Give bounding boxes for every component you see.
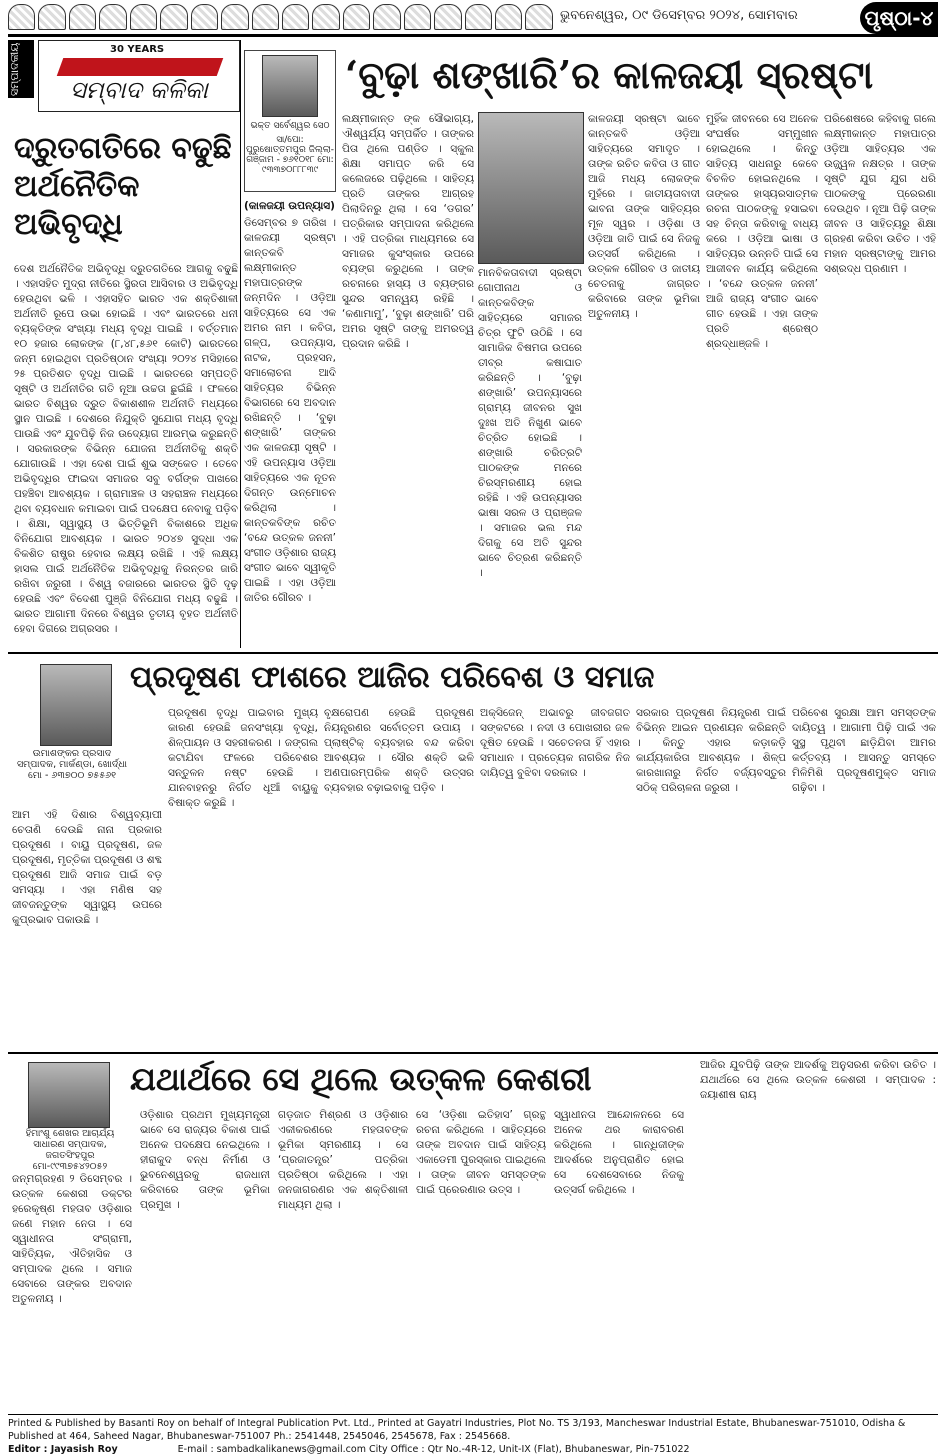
column-divider bbox=[240, 40, 241, 648]
article-title: ‘ବୁଢ଼ା ଶଙ୍ଖାରି’ର କାଳଜୟୀ ସ୍ରଷ୍ଟା bbox=[345, 52, 874, 97]
contact-line: E-mail : sambadkalikanews@gmail.com City Office : Qtr No.-4R-12, Unit-IX (Flat), Bhubaneswar, Pin-751022 bbox=[177, 1444, 690, 1455]
author-box bbox=[244, 50, 336, 192]
editor-line: Editor : Jayasish Roy bbox=[8, 1444, 118, 1455]
article-title: ଯଥାର୍ଥରେ ସେ ଥିଲେ ଉତ୍କଳ କେଶରୀ bbox=[130, 1060, 592, 1098]
article-column: ପରିଶେଷରେ କହିବାକୁ ଗଲେ ଲକ୍ଷ୍ମୀକାନ୍ତ ମହାପାତ୍ର ଓଡ଼ିଆ ସାହିତ୍ୟର ଏକ ଉଜ୍ଜ୍ୱଳ ନକ୍ଷତ୍ର । ତାଙ୍କ ସୃଷ୍ଟି ଯୁଗ ଯୁଗ ଧରି ପାଠକଙ୍କୁ ପ୍ରେରଣା ଦେଉଥିବ । ନୂଆ ପିଢ଼ି ତାଙ୍କ ଜୀବନ ଓ ସାହିତ୍ୟରୁ ଶିକ୍ଷା ଗ୍ରହଣ କରିବା ଉଚିତ । ଏହି ମହାନ ସ୍ରଷ୍ଟାଙ୍କୁ ଆମର ସଶ୍ରଦ୍ଧ ପ୍ରଣାମ । bbox=[824, 113, 936, 275]
author-box bbox=[8, 1128, 132, 1172]
article-column: ଅକ୍ସିଜେନ୍ ଅଭାବରୁ ଜୀବଜଗତ ସଙ୍କଟରେ । ନଦୀ ଓ ପୋଖରୀର ଜଳ ଦୂଷିତ ହେଉଛି । ସଚେତନତା ହିଁ ଏହାର ସମାଧାନ । ପ୍ରତ୍ୟେକ ନାଗରିକ ନିଜ ଦାୟିତ୍ୱ ବୁଝିବା ଦରକାର । bbox=[480, 707, 630, 779]
logo-years: 30 YEARS bbox=[110, 44, 165, 55]
author-name: ଭକ୍ତ ସର୍ବେଶ୍ୱର ସେଠ bbox=[250, 121, 330, 131]
section-rule bbox=[8, 1052, 938, 1054]
author-role: ସାଧାରଣ ସମ୍ପାଦକ, ଜଗତସିଂହପୁର bbox=[33, 1139, 107, 1161]
article-column: ମାନବିକତାବାଦୀ ସ୍ରଷ୍ଟା ଗୋପୀନାଥ ଓ କାନ୍ତକବିଙ୍କ ସାହିତ୍ୟରେ ସମାଜର ଚିତ୍ର ଫୁଟି ଉଠିଛି । ସେ ସାମାଜିକ ବିଷମତା ଉପରେ ତୀବ୍ର କଷାଘାତ କରିଛନ୍ତି । ‘ବୁଢ଼ା ଶଙ୍ଖାରି’ ଉପନ୍ୟାସରେ ଗ୍ରାମ୍ୟ ଜୀବନର ସୁଖ ଦୁଃଖ ଅତି ନିଖୁଣ ଭାବେ ଚିତ୍ରିତ ହୋଇଛି । ଶଙ୍ଖାରି ଚରିତ୍ରଟି ପାଠକଙ୍କ ମନରେ ଚିରସ୍ମରଣୀୟ ହୋଇ ରହିଛି । ଏହି ଉପନ୍ୟାସର ଭାଷା ସରଳ ଓ ପ୍ରାଞ୍ଜଳ । ସମାଜର ଭଲ ମନ୍ଦ ଦିଗକୁ ସେ ଅତି ସୁନ୍ଦର ଭାବେ ଚିତ୍ରଣ କରିଛନ୍ତି । bbox=[478, 267, 582, 579]
author-address: ସା/ପୋ: ପୁରୁଷୋତ୍ତମପୁର ଜିଲ୍ଲା-ଗଞ୍ଜାମ - ୭୬୧୦୧୮ ମୋ: ୯୩୩୭୦୮୮୮୩୯ bbox=[245, 135, 335, 175]
author-photo bbox=[28, 1062, 110, 1128]
decorative-border bbox=[8, 4, 553, 30]
article-column: ଡିସେମ୍ବର ୭ ତାରିଖ । କାଳଜୟୀ ସ୍ରଷ୍ଟା କାନ୍ତକବି ଲକ୍ଷ୍ମୀକାନ୍ତ ମହାପାତ୍ରଙ୍କ ଜନ୍ମଦିନ । ଓଡ଼ିଆ ସାହିତ୍ୟରେ ସେ ଏକ ଅମର ନାମ । କବିତା, ଗଳ୍ପ, ଉପନ୍ୟାସ, ନାଟକ, ପ୍ରହସନ, ସମାଲୋଚନା ଆଦି ସାହିତ୍ୟର ବିଭିନ୍ନ ବିଭାଗରେ ସେ ଅବଦାନ ରଖିଛନ୍ତି । ‘ବୁଢ଼ା ଶଙ୍ଖାରି’ ତାଙ୍କର ଏକ କାଳଜୟୀ ସୃଷ୍ଟି । ଏହି ଉପନ୍ୟାସ ଓଡ଼ିଆ ସାହିତ୍ୟରେ ଏକ ନୂତନ ଦିଗନ୍ତ ଉନ୍ମୋଚନ କରିଥିଲା । କାନ୍ତକବିଙ୍କ ରଚିତ ‘ବନ୍ଦେ ଉତ୍କଳ ଜନନୀ’ ସଂଗୀତ ଓଡ଼ିଶାର ରାଜ୍ୟ ସଂଗୀତ ଭାବେ ସ୍ୱୀକୃତି ପାଇଛି । ଏହା ଓଡ଼ିଆ ଜାତିର ଗୌରବ । bbox=[244, 217, 336, 604]
dateline: ଭୁବନେଶ୍ୱର, ୦୯ ଡିସେମ୍ବର ୨୦୨୪, ସୋମବାର bbox=[560, 8, 798, 23]
author-photo bbox=[40, 664, 112, 746]
article-column: ଆଜିର ଯୁବପିଢ଼ି ତାଙ୍କ ଆଦର୍ଶକୁ ଅନୁସରଣ କରିବା ଉଚିତ । ଯଥାର୍ଥରେ ସେ ଥିଲେ ଉତ୍କଳ କେଶରୀ । ସମ୍ପାଦକ : ଜୟାଶୀଷ ରାୟ bbox=[700, 1059, 936, 1101]
author-name: ଉମାଶଙ୍କର ପ୍ରସାଦ bbox=[32, 748, 112, 759]
logo-text: ସମ୍ବାଦ କଳିକା bbox=[70, 76, 208, 104]
editorial-body: ଦେଶ ଅର୍ଥନୈତିକ ଅଭିବୃଦ୍ଧି ଦ୍ରୁତଗତିରେ ଆଗକୁ ବଢୁଛି । ଏହାସହିତ ମୁଦ୍ରା ନୀତିରେ ସ୍ଥିରତା ଆସିବାର ଓ ଅଭିବୃଦ୍ଧି ହେଉଥିବା ଭଳି । ଏହାସହିତ ଭାରତ ଏକ ଶକ୍ତିଶାଳୀ ଅର୍ଥନୀତି ରୂପେ ଉଭା ହୋଇଛି । ଏବଂ ଭାରତରେ ଧନୀ ବ୍ୟକ୍ତିଙ୍କ ସଂଖ୍ୟା ମଧ୍ୟ ବୃଦ୍ଧି ପାଇଛି । ବର୍ତ୍ତମାନ ୧୦ ହଜାର ଲୋକଙ୍କ (୮,୪୮,୫୬୧ କୋଟି) ଭାରତରେ ଜନ୍ମ ହୋଇଥିବା ପ୍ରତିଷ୍ଠାନ ସଂଖ୍ୟା ୨୦୨୪ ମସିହାରେ ୨୫ ପ୍ରତିଶତ ବୃଦ୍ଧି ପାଇଛି । ଭାରତରେ ସମ୍ପତ୍ତି ସୃଷ୍ଟି ଓ ଅର୍ଥନୀତିର ଗତି ନୂଆ ଉଚ୍ଚତା ଛୁଇଁଛି । ଫଳରେ ଭାରତ ବିଶ୍ୱର ଦ୍ରୁତ ବିକାଶଶୀଳ ଅର୍ଥନୀତି ମଧ୍ୟରେ ସ୍ଥାନ ପାଇଛି । ଦେଶରେ ନିଯୁକ୍ତି ସୁଯୋଗ ମଧ୍ୟ ବୃଦ୍ଧି ପାଉଛି ଏବଂ ଯୁବପିଢ଼ି ନିଜ ଉଦ୍ୟୋଗ ଆରମ୍ଭ କରୁଛନ୍ତି । ସରକାରଙ୍କ ବିଭିନ୍ନ ଯୋଜନା ଅର୍ଥନୀତିକୁ ଶକ୍ତି ଯୋଗାଉଛି । ଏହା ଦେଶ ପାଇଁ ଶୁଭ ସଙ୍କେତ । ତେବେ ଅଭିବୃଦ୍ଧିର ଫାଇଦା ସମାଜର ସବୁ ବର୍ଗଙ୍କ ପାଖରେ ପହଞ୍ଚିବା ଆବଶ୍ୟକ । ଗ୍ରାମାଞ୍ଚଳ ଓ ସହରାଞ୍ଚଳ ମଧ୍ୟରେ ଥିବା ବ୍ୟବଧାନ କମାଇବା ପାଇଁ ପଦକ୍ଷେପ ନେବାକୁ ପଡ଼ିବ । ଶିକ୍ଷା, ସ୍ୱାସ୍ଥ୍ୟ ଓ ଭିତ୍ତିଭୂମି ବିକାଶରେ ଅଧିକ ବିନିଯୋଗ ଆବଶ୍ୟକ । ଭାରତ ୨୦୪୭ ସୁଦ୍ଧା ଏକ ବିକଶିତ ରାଷ୍ଟ୍ର ହେବାର ଲକ୍ଷ୍ୟ ରଖିଛି । ଏହି ଲକ୍ଷ୍ୟ ହାସଲ ପାଇଁ ଅର୍ଥନୈତିକ ଅଭିବୃଦ୍ଧିକୁ ନିରନ୍ତର ଜାରି ରଖିବା ଜରୁରୀ । ବିଶ୍ୱ ବଜାରରେ ଭାରତର ସ୍ଥିତି ଦୃଢ଼ ହେଉଛି ଏବଂ ବିଦେଶୀ ପୁଞ୍ଜି ବିନିଯୋଗ ମଧ୍ୟ ବଢୁଛି । ଭାରତ ଆଗାମୀ ଦିନରେ ବିଶ୍ୱର ତୃତୀୟ ବୃହତ ଅର୍ଥନୀତି ହେବା ଦିଗରେ ଅଗ୍ରସର । bbox=[14, 263, 238, 635]
author-name: ହିମାଂଶୁ ଶେଖର ଆଚାର୍ଯ୍ୟ bbox=[25, 1128, 115, 1139]
article-column: ପ୍ରଦୂଷଣ ବୃଦ୍ଧି ପାଇବାର ମୁଖ୍ୟ କାରଣ ହେଉଛି ଜନସଂଖ୍ୟା ବୃଦ୍ଧି, ଶିଳ୍ପାୟନ ଓ ସହରୀକରଣ । ଜଙ୍ଗଲ କଟାଯିବା ଫଳରେ ପରିବେଶର ସନ୍ତୁଳନ ନଷ୍ଟ ହେଉଛି । ଯାନବାହନରୁ ନିର୍ଗତ ଧୂଆଁ ବାୟୁକୁ ବିଷାକ୍ତ କରୁଛି । bbox=[168, 707, 318, 809]
author-role: ସମ୍ପାଦକ, ମାର୍କଣ୍ଡା, ଖୋର୍ଦ୍ଧା bbox=[16, 759, 128, 770]
article-column: ଓଡ଼ିଶାର ପ୍ରଥମ ମୁଖ୍ୟମନ୍ତ୍ରୀ ଭାବେ ସେ ରାଜ୍ୟର ବିକାଶ ପାଇଁ ଅନେକ ପଦକ୍ଷେପ ନେଇଥିଲେ । ହୀରାକୁଦ ବନ୍ଧ ନିର୍ମାଣ ଓ ଭୁବନେଶ୍ୱରକୁ ରାଜଧାନୀ କରିବାରେ ତାଙ୍କ ଭୂମିକା ପ୍ରମୁଖ । bbox=[140, 1109, 270, 1211]
writer-portrait bbox=[478, 112, 584, 264]
article-column: ପରିବେଶ ସୁରକ୍ଷା ଆମ ସମସ୍ତଙ୍କ ଦାୟିତ୍ୱ । ଆଗାମୀ ପିଢ଼ି ପାଇଁ ଏକ ସୁସ୍ଥ ପୃଥିବୀ ଛାଡ଼ିଯିବା ଆମର କର୍ତ୍ତବ୍ୟ । ଆସନ୍ତୁ ସମସ୍ତେ ମିଳିମିଶି ପ୍ରଦୂଷଣମୁକ୍ତ ସମାଜ ଗଢ଼ିବା । bbox=[792, 707, 936, 794]
author-phone: ମୋ - ୬୩୭୦୦ ୭୫୫୬୧ bbox=[27, 770, 117, 781]
article-column: ମୁହିଁକ ଜୀବନରେ ସେ ଅନେକ ସଂଘର୍ଷର ସମ୍ମୁଖୀନ ହୋଇଥିଲେ । କିନ୍ତୁ ସାହିତ୍ୟ ସାଧନାରୁ କେବେ ବିଚଳିତ ହୋଇନଥିଲେ । ତାଙ୍କର ହାସ୍ୟରସାତ୍ମକ ରଚନା ପାଠକଙ୍କୁ ହସାଇବା ସହ ଚିନ୍ତା କରିବାକୁ ବାଧ୍ୟ କରେ । ଓଡ଼ିଆ ଭାଷା ଓ ସାହିତ୍ୟର ଉନ୍ନତି ପାଇଁ ସେ ଆଜୀବନ କାର୍ଯ୍ୟ କରିଥିଲେ । ‘ବନ୍ଦେ ଉତ୍କଳ ଜନନୀ’ ଆଜି ରାଜ୍ୟ ସଂଗୀତ ଭାବେ ଗୀତ ହେଉଛି । ଏହା ତାଙ୍କ ପ୍ରତି ଶ୍ରେଷ୍ଠ ଶ୍ରଦ୍ଧାଞ୍ଜଳି । bbox=[706, 113, 818, 350]
logo-ribbon bbox=[57, 58, 224, 76]
author-phone: ମୋ-୯୯୩୭୫୪୨୦୫୨ bbox=[32, 1161, 108, 1172]
article-column: ଗଡ଼ଜାତ ମିଶ୍ରଣ ଓ ଓଡ଼ିଶାର ଏକୀକରଣରେ ମହତାବଙ୍କ ଭୂମିକା ସ୍ମରଣୀୟ । ସେ ‘ପ୍ରଜାତନ୍ତ୍ର’ ପତ୍ରିକା ପ୍ରତିଷ୍ଠା କରିଥିଲେ । ଏହା ଜନଜାଗରଣର ଏକ ଶକ୍ତିଶାଳୀ ମାଧ୍ୟମ ଥିଲା । bbox=[278, 1109, 408, 1211]
article-column: ସେ ‘ଓଡ଼ିଶା ଇତିହାସ’ ଗ୍ରନ୍ଥ ରଚନା କରିଥିଲେ । ସାହିତ୍ୟରେ ତାଙ୍କ ଅବଦାନ ପାଇଁ ସାହିତ୍ୟ ଏକାଡେମୀ ପୁରସ୍କାର ପାଇଥିଲେ । ତାଙ୍କ ଜୀବନ ସମସ୍ତଙ୍କ ପାଇଁ ପ୍ରେରଣାର ଉତ୍ସ । bbox=[416, 1109, 546, 1196]
article-column: ଲକ୍ଷ୍ମୀକାନ୍ତ ଙ୍କ ସୌଭାଗ୍ୟ, ଐଶ୍ୱର୍ଯ୍ୟ ସମ୍ପର୍କିତ । ତାଙ୍କର ପିତା ଥିଲେ ପଣ୍ଡିତ । ସ୍କୁଲ ଶିକ୍ଷା ସମାପ୍ତ କରି ସେ କଲେଜରେ ପଢ଼ିଥିଲେ । ସାହିତ୍ୟ ପ୍ରତି ତାଙ୍କର ଆଗ୍ରହ ପିଲାଦିନରୁ ଥିଲା । ସେ ‘ଡଗର’ ପତ୍ରିକାର ସମ୍ପାଦନା କରିଥିଲେ । ଏହି ପତ୍ରିକା ମାଧ୍ୟମରେ ସେ ସମାଜର କୁସଂସ୍କାର ଉପରେ ବ୍ୟଙ୍ଗ କରୁଥିଲେ । ତାଙ୍କ ରଚନାରେ ହାସ୍ୟ ଓ ବ୍ୟଙ୍ଗର ସୁନ୍ଦର ସମନ୍ୱୟ ରହିଛି । ‘କଣାମାମୁ’, ‘ବୁଢ଼ା ଶଙ୍ଖାରି’ ପରି ଅମର ସୃଷ୍ଟି ତାଙ୍କୁ ଅମରତ୍ୱ ପ୍ରଦାନ କରିଛି । bbox=[342, 113, 474, 350]
header-rule bbox=[8, 34, 938, 37]
author-box bbox=[12, 748, 132, 781]
article-column: ଜନ୍ମଗ୍ରହଣ ୨ ଡିସେମ୍ବର । ଉତ୍କଳ କେଶରୀ ଡକ୍ଟର ହରେକୃଷ୍ଣ ମହତାବ ଓଡ଼ିଶାର ଜଣେ ମହାନ ନେତା । ସେ ସ୍ୱାଧୀନତା ସଂଗ୍ରାମୀ, ସାହିତ୍ୟିକ, ଐତିହାସିକ ଓ ସମ୍ପାଦକ ଥିଲେ । ସମାଜ ସେବାରେ ତାଙ୍କର ଅବଦାନ ଅତୁଳନୀୟ । bbox=[12, 1173, 132, 1305]
section-rule bbox=[8, 652, 938, 654]
page-number-badge: ପୃଷ୍ଠା-୪ bbox=[860, 2, 938, 34]
article-column: କାଳଜୟୀ ସ୍ରଷ୍ଟା ଭାବେ କାନ୍ତକବି ଓଡ଼ିଆ ସାହିତ୍ୟରେ ସମାଦୃତ । ତାଙ୍କ ରଚିତ କବିତା ଓ ଗୀତ ଆଜି ମଧ୍ୟ ଲୋକଙ୍କ ମୁହଁରେ । ଜାତୀୟତାବାଦୀ ଭାବନା ତାଙ୍କ ସାହିତ୍ୟର ମୂଳ ସ୍ୱର । ଓଡ଼ିଶା ଓ ଓଡ଼ିଆ ଜାତି ପାଇଁ ସେ ନିଜକୁ ଉତ୍ସର୍ଗ କରିଥିଲେ । ଉତ୍କଳ ଗୌରବ ଓ ଜାତୀୟ ଚେତନାକୁ ଜାଗ୍ରତ କରିବାରେ ତାଙ୍କ ଭୂମିକା ଅତୁଳନୀୟ । bbox=[588, 113, 700, 320]
article-tag: (କାଳଜୟୀ ଉପନ୍ୟାସ) bbox=[244, 200, 335, 212]
section-label: ସମ୍ପାଦକୀୟ bbox=[8, 40, 34, 98]
article-column: ବୃକ୍ଷରୋପଣ ହେଉଛି ପ୍ରଦୂଷଣ ନିୟନ୍ତ୍ରଣର ସର୍ବୋତ୍ତମ ଉପାୟ । ପ୍ଲାଷ୍ଟିକ୍ ବ୍ୟବହାର ବନ୍ଦ କରିବା ଆବଶ୍ୟକ । ସୌର ଶକ୍ତି ଭଳି ଅଣପାରମ୍ପରିକ ଶକ୍ତି ଉତ୍ସର ବ୍ୟବହାର ବଢ଼ାଇବାକୁ ପଡ଼ିବ । bbox=[324, 707, 474, 794]
article-column: ସ୍ୱାଧୀନତା ଆନ୍ଦୋଳନରେ ସେ ଅନେକ ଥର କାରାବରଣ କରିଥିଲେ । ଗାନ୍ଧିଜୀଙ୍କ ଆଦର୍ଶରେ ଅନୁପ୍ରାଣିତ ହୋଇ ସେ ଦେଶସେବାରେ ନିଜକୁ ଉତ୍ସର୍ଗ କରିଥିଲେ । bbox=[554, 1109, 684, 1196]
author-photo bbox=[262, 55, 318, 117]
article-title: ପ୍ରଦୂଷଣ ଫାଶରେ ଆଜିର ପରିବେଶ ଓ ସମାଜ bbox=[130, 660, 655, 695]
imprint-line: Printed & Published by Basanti Roy on behalf of Integral Publication Pvt. Ltd., Printed at Gayatri Industries, Plot No. TS 3/193, Mancheswar Industrial Estate, Bhubaneswar-751010, Odisha & Published at 464, Saheed Nagar, Bhubaneswar-751007 Ph.: 2541448, 2545046, 2545678, Fax : 2545668. bbox=[8, 1418, 906, 1442]
article-column: ସରକାର ପ୍ରଦୂଷଣ ନିୟନ୍ତ୍ରଣ ପାଇଁ ବିଭିନ୍ନ ଆଇନ ପ୍ରଣୟନ କରିଛନ୍ତି । କିନ୍ତୁ ଏହାର କଡ଼ାକଡ଼ି କାର୍ଯ୍ୟକାରିତା ଆବଶ୍ୟକ । ଶିଳ୍ପ କାରଖାନାରୁ ନିର୍ଗତ ବର୍ଜ୍ୟବସ୍ତୁର ସଠିକ୍ ପରିଚାଳନା ଜରୁରୀ । bbox=[636, 707, 786, 794]
article-column: ଆମ ଏହି ଦିଶାର ବିଶ୍ୱବ୍ୟାପୀ ଚେତାଣି ଦେଉଛି ନାନା ପ୍ରକାର ପ୍ରଦୂଷଣ । ବାୟୁ ପ୍ରଦୂଷଣ, ଜଳ ପ୍ରଦୂଷଣ, ମୃତ୍ତିକା ପ୍ରଦୂଷଣ ଓ ଶବ୍ଦ ପ୍ରଦୂଷଣ ଆଜି ସମାଜ ପାଇଁ ବଡ଼ ସମସ୍ୟା । ଏହା ମଣିଷ ସହ ଜୀବଜନ୍ତୁଙ୍କ ସ୍ୱାସ୍ଥ୍ୟ ଉପରେ କୁପ୍ରଭାବ ପକାଉଛି । bbox=[12, 809, 162, 926]
editorial-title: ଦ୍ରୁତଗତିରେ ବଢୁଛି ଅର୍ଥନୈତିକ ଅଭିବୃଦ୍ଧି bbox=[14, 131, 232, 242]
